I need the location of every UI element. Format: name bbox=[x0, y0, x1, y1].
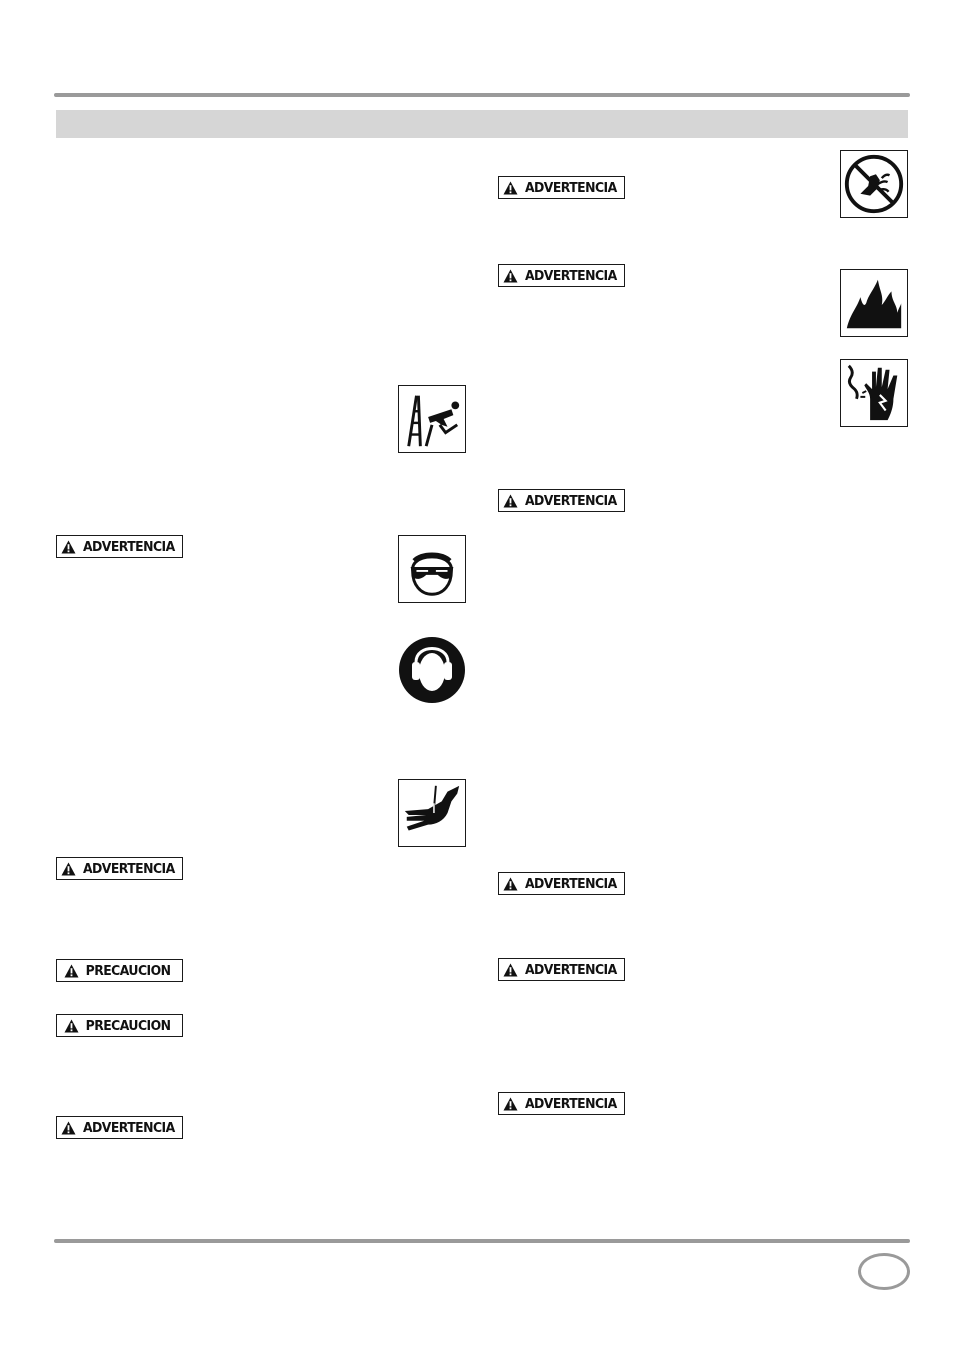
warning-label-text: ADVERTENCIA bbox=[82, 860, 175, 877]
warning-triangle-icon bbox=[61, 540, 76, 554]
caution-label bbox=[56, 959, 183, 982]
warning-label-text: ADVERTENCIA bbox=[524, 875, 617, 892]
warning-label-text: ADVERTENCIA bbox=[524, 492, 617, 509]
safety-goggles-icon bbox=[398, 535, 466, 603]
fire-hazard-icon bbox=[840, 269, 908, 337]
warning-label-text: ADVERTENCIA bbox=[82, 1119, 175, 1136]
no-hand-contact-icon bbox=[840, 150, 908, 218]
warning-label bbox=[498, 958, 625, 981]
warning-label bbox=[498, 264, 625, 287]
warning-label bbox=[56, 857, 183, 880]
warning-triangle-icon bbox=[503, 877, 518, 891]
electric-shock-hand-icon bbox=[840, 359, 908, 427]
warning-triangle-icon bbox=[61, 1121, 76, 1135]
warning-label-text: ADVERTENCIA bbox=[524, 179, 617, 196]
warning-label bbox=[498, 489, 625, 512]
bottom-rule bbox=[54, 1239, 910, 1243]
warning-label bbox=[56, 1116, 183, 1139]
warning-label-text: ADVERTENCIA bbox=[524, 267, 617, 284]
warning-triangle-icon bbox=[503, 181, 518, 195]
warning-triangle-icon bbox=[503, 269, 518, 283]
warning-triangle-icon bbox=[503, 963, 518, 977]
warning-label bbox=[498, 176, 625, 199]
caution-label-text: PRECAUCION bbox=[86, 1017, 171, 1034]
warning-triangle-icon bbox=[64, 1019, 79, 1033]
warning-triangle-icon bbox=[61, 862, 76, 876]
sharp-edge-hand-icon bbox=[398, 779, 466, 847]
caution-label bbox=[56, 1014, 183, 1037]
caution-label-text: PRECAUCION bbox=[86, 962, 171, 979]
warning-triangle-icon bbox=[503, 494, 518, 508]
warning-label-text: ADVERTENCIA bbox=[524, 961, 617, 978]
warning-triangle-icon bbox=[503, 1097, 518, 1111]
section-header-band bbox=[56, 110, 908, 138]
warning-label-text: ADVERTENCIA bbox=[82, 538, 175, 555]
warning-label bbox=[498, 1092, 625, 1115]
ladder-fall-icon bbox=[398, 385, 466, 453]
warning-label bbox=[498, 872, 625, 895]
ear-protection-icon bbox=[398, 636, 466, 704]
warning-label bbox=[56, 535, 183, 558]
warning-triangle-icon bbox=[64, 964, 79, 978]
warning-label-text: ADVERTENCIA bbox=[524, 1095, 617, 1112]
language-badge bbox=[858, 1253, 910, 1290]
top-rule bbox=[54, 93, 910, 97]
